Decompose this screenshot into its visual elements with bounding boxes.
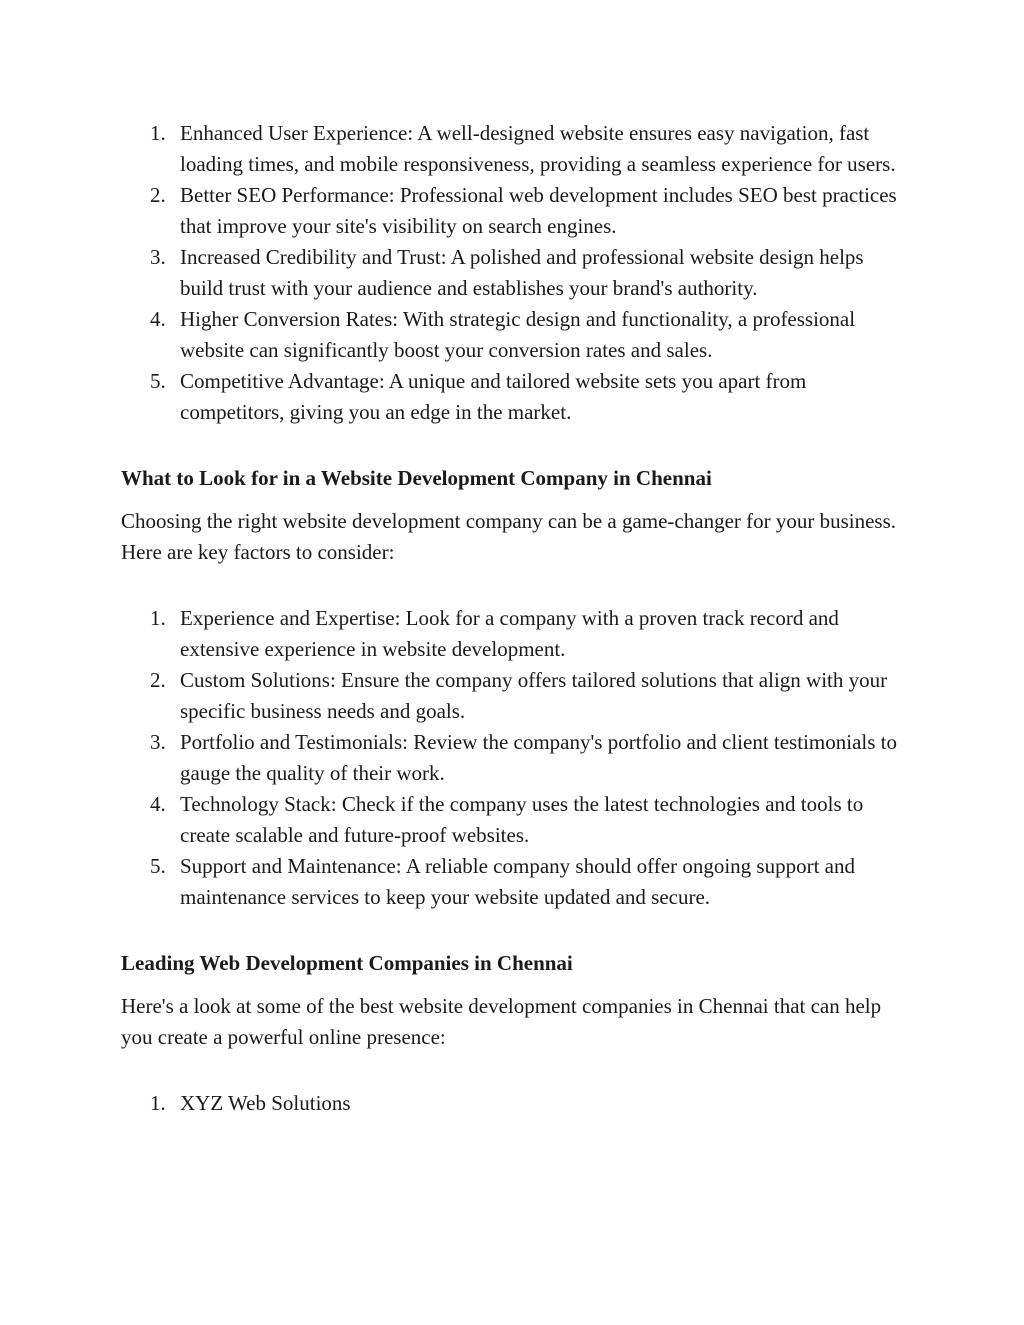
list-number: 4.: [150, 792, 166, 816]
factors-list: [121, 603, 911, 913]
section-heading-what-to-look-for: What to Look for in a Website Development Company in Chennai: [121, 466, 712, 490]
list-number: 5.: [150, 369, 166, 393]
list-item: [121, 1088, 911, 1119]
list-number: 2.: [150, 668, 166, 692]
list-item-text: Technology Stack: Check if the company uses the latest technologies and tools to create scalable and future-proof websites.: [180, 792, 864, 847]
list-item: [121, 180, 911, 242]
document-page: [121, 118, 911, 1119]
list-item: [121, 727, 911, 789]
list-item-text: Experience and Expertise: Look for a company with a proven track record and extensive experience in website development.: [180, 606, 839, 661]
list-number: 1.: [150, 121, 166, 145]
list-item: [121, 366, 911, 428]
list-item: [121, 789, 911, 851]
list-item: [121, 665, 911, 727]
list-item-text: Enhanced User Experience: A well-designed website ensures easy navigation, fast loading times, and mobile responsiveness, providing a seamless experience for users.: [180, 121, 896, 176]
list-item: [121, 118, 911, 180]
section-intro-paragraph: Here's a look at some of the best website development companies in Chennai that can help you create a powerful online presence:: [121, 994, 882, 1049]
list-number: 4.: [150, 307, 166, 331]
list-number: 5.: [150, 854, 166, 878]
section-heading-leading-companies: Leading Web Development Companies in Chennai: [121, 951, 573, 975]
list-number: 1.: [150, 1091, 166, 1115]
list-number: 3.: [150, 730, 166, 754]
list-item-text: Better SEO Performance: Professional web development includes SEO best practices that improve your site's visibility on search engines.: [180, 183, 897, 238]
list-number: 3.: [150, 245, 166, 269]
list-item-text: Higher Conversion Rates: With strategic design and functionality, a professional website can significantly boost your conversion rates and sales.: [180, 307, 856, 362]
benefits-list: [121, 118, 911, 428]
list-item-text: Support and Maintenance: A reliable company should offer ongoing support and maintenance services to keep your website updated and secure.: [180, 854, 855, 909]
list-number: 2.: [150, 183, 166, 207]
list-item-text: Increased Credibility and Trust: A polished and professional website design helps build trust with your audience and establishes your brand's authority.: [180, 245, 864, 300]
list-item-text: Custom Solutions: Ensure the company offers tailored solutions that align with your specific business needs and goals.: [180, 668, 888, 723]
list-item: [121, 242, 911, 304]
list-item-text: XYZ Web Solutions: [180, 1091, 351, 1115]
list-item-text: Portfolio and Testimonials: Review the company's portfolio and client testimonials to gauge the quality of their work.: [180, 730, 897, 785]
list-item: [121, 851, 911, 913]
companies-list: [121, 1088, 911, 1119]
list-item: [121, 304, 911, 366]
section-intro-paragraph: Choosing the right website development company can be a game-changer for your business. Here are key factors to consider:: [121, 509, 897, 564]
list-number: 1.: [150, 606, 166, 630]
list-item-text: Competitive Advantage: A unique and tailored website sets you apart from competitors, giving you an edge in the market.: [180, 369, 807, 424]
list-item: [121, 603, 911, 665]
